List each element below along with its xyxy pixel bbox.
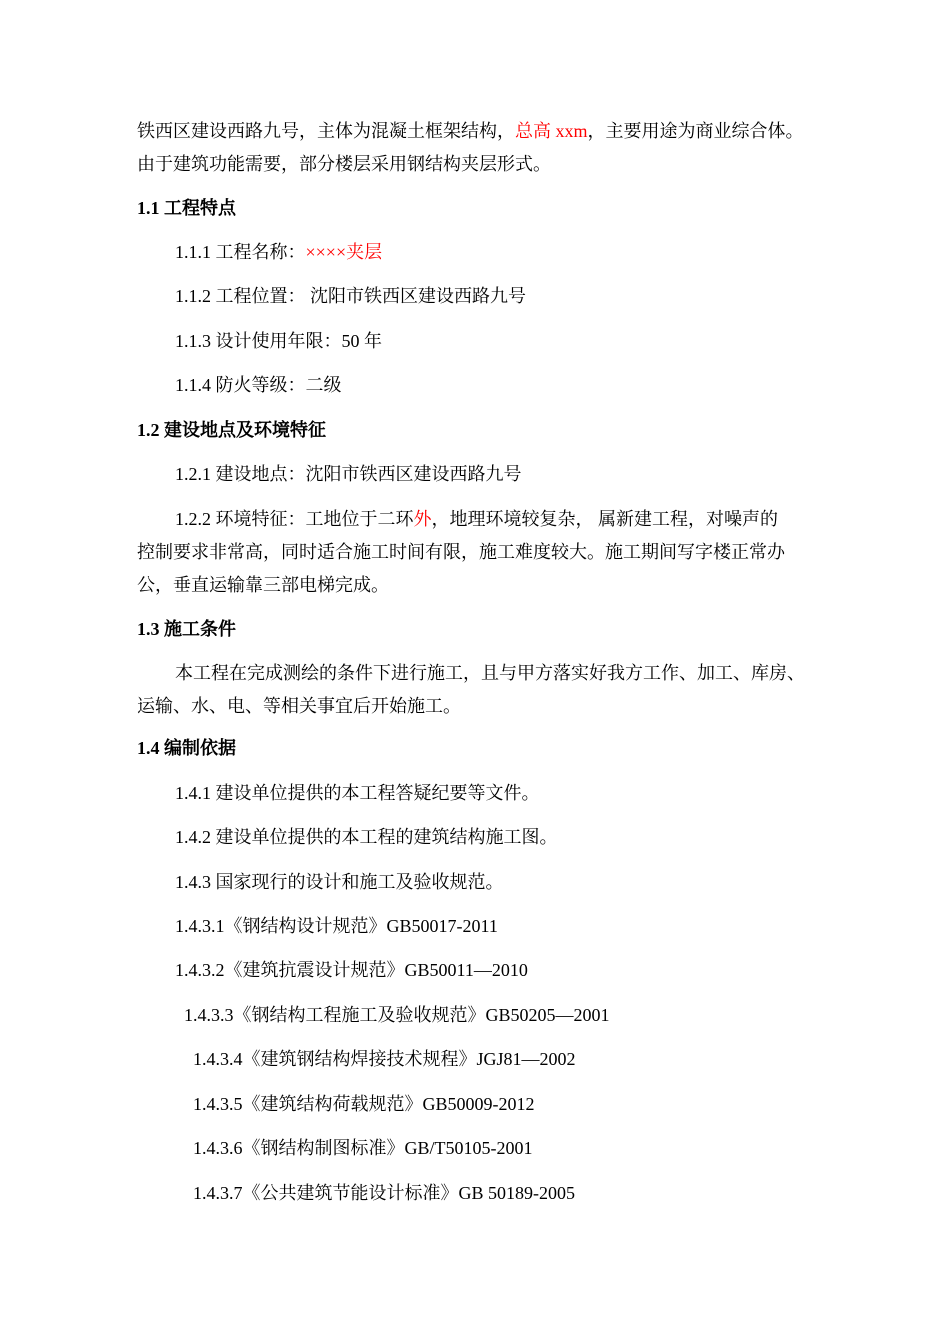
section-heading-1-3: 1.3 施工条件 [137, 619, 236, 639]
environment-line-2: 控制要求非常高，同时适合施工时间有限，施工难度较大。施工期间写字楼正常办 [137, 542, 785, 562]
conditions-line-1: 本工程在完成测绘的条件下进行施工，且与甲方落实好我方工作、加工、库房、 [175, 663, 805, 683]
section-heading-1-4: 1.4 编制依据 [137, 738, 236, 758]
section-heading-1-1: 1.1 工程特点 [137, 198, 236, 218]
fire-rating-line: 1.1.4 防火等级：二级 [175, 375, 342, 395]
standard-item: 1.4.3.1《钢结构设计规范》GB50017-2011 [175, 916, 498, 936]
environment-text: 1.2.2 环境特征：工地位于二环 [175, 509, 414, 529]
standard-item: 1.4.3.4《建筑钢结构焊接技术规程》JGJ81—2002 [193, 1049, 576, 1069]
section-heading-1-2: 1.2 建设地点及环境特征 [137, 420, 326, 440]
project-name-line [175, 240, 382, 264]
standard-item: 1.4.3.3《钢结构工程施工及验收规范》GB50205—2001 [184, 1005, 610, 1025]
design-life-line: 1.1.3 设计使用年限：50 年 [175, 331, 382, 351]
environment-text-cont: ，地理环境较复杂， 属新建工程，对噪声的 [431, 509, 778, 529]
environment-highlight: 外 [413, 509, 432, 529]
conditions-line-2: 运输、水、电、等相关事宜后开始施工。 [137, 696, 461, 716]
intro-line-2: 由于建筑功能需要，部分楼层采用钢结构夹层形式。 [137, 154, 551, 174]
intro-text-cont: ，主要用途为商业综合体。 [587, 121, 804, 141]
project-name-value: ××××夹层 [305, 242, 383, 262]
standard-item: 1.4.3.7《公共建筑节能设计标准》GB 50189-2005 [193, 1183, 575, 1203]
standard-item: 1.4.3.6《钢结构制图标准》GB/T50105-2001 [193, 1138, 533, 1158]
project-location-line: 1.1.2 工程位置： 沈阳市铁西区建设西路九号 [175, 286, 526, 306]
basis-item: 1.4.3 国家现行的设计和施工及验收规范。 [175, 872, 504, 892]
standard-item: 1.4.3.2《建筑抗震设计规范》GB50011—2010 [175, 960, 528, 980]
intro-line-1 [137, 119, 804, 143]
site-line: 1.2.1 建设地点：沈阳市铁西区建设西路九号 [175, 464, 522, 484]
standard-item: 1.4.3.5《建筑结构荷载规范》GB50009-2012 [193, 1094, 535, 1114]
basis-item: 1.4.1 建设单位提供的本工程答疑纪要等文件。 [175, 783, 540, 803]
environment-line-1 [175, 507, 778, 531]
environment-line-3: 公，垂直运输靠三部电梯完成。 [137, 575, 389, 595]
project-name-label: 1.1.1 工程名称： [175, 242, 306, 262]
basis-item: 1.4.2 建设单位提供的本工程的建筑结构施工图。 [175, 827, 558, 847]
intro-text: 铁西区建设西路九号，主体为混凝土框架结构， [137, 121, 515, 141]
building-height-highlight: 总高 xxm [515, 121, 588, 141]
